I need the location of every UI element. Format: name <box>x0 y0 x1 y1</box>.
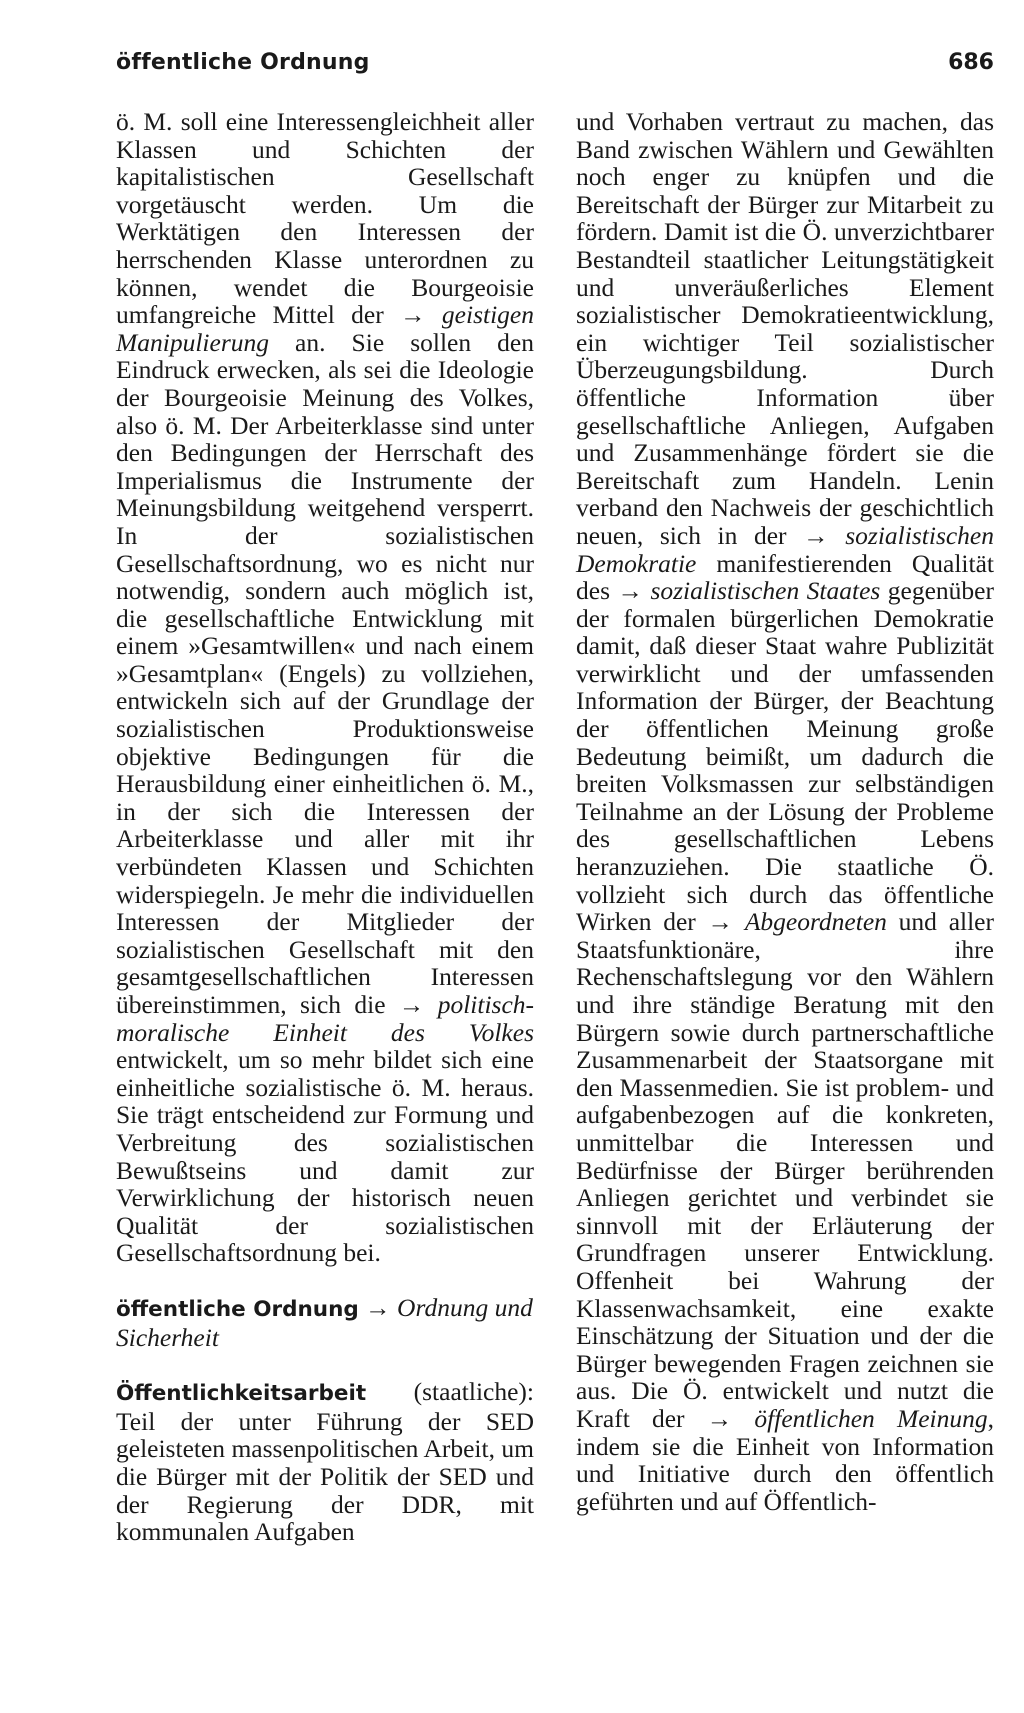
entry-oeffentlichkeitsarbeit: Öffentlichkeitsarbeit (staatliche): Teil der unter Führung der SED geleisteten massenpolitischen Arbeit, um die Bürger mit der Politik der SED und der Regierung der DDR, mit kommunalen Aufgaben <box>116 1377 534 1547</box>
cross-reference[interactable]: Abgeordneten <box>744 907 887 937</box>
cross-reference[interactable]: politisch-moralische Einheit des Volkes <box>116 990 535 1047</box>
entry-oeffentliche-ordnung <box>116 1294 534 1351</box>
entry-continuation-paragraph: ö. M. soll eine Interessengleichheit aller Klassen und Schichten der kapitalistischen Gesellschaft vorgetäuscht werden. Um die Werktätigen den Interessen der herrschenden Klasse unterordnen zu können, wendet die Bourgeoisie umfangreiche Mittel der → geistigen Manipulierung an. Sie sollen den Eindruck erwecken, als sei die Ideologie der Bourgeoisie Meinung des Volkes, also ö. M. Der Arbeiterklasse sind unter den Bedingungen der Herrschaft des Imperialismus die Instrumente der Meinungsbildung weitgehend versperrt. In der sozialistischen Gesellschaftsordnung, wo es nicht nur notwendig, sondern auch möglich ist, die gesellschaftliche Entwicklung mit einem »Gesamtwillen« und nach einem »Gesamtplan« (Engels) zu vollziehen, entwickeln sich auf der Grundlage der sozialistischen Produktionsweise objektive Bedingungen für die Herausbildung einer einheitlichen ö. M., in der sich die Interessen der Arbeiterklasse und aller mit ihr verbündeten Klassen und Schichten widerspiegeln. Je mehr die individuellen Interessen der Mitglieder der sozialistischen Gesellschaft mit den gesamtgesellschaftlichen Interessen übereinstimmen, sich die → politisch-moralische Einheit des Volkes entwickelt, um so mehr bildet sich eine einheitliche sozialistische ö. M. heraus. Sie trägt entscheidend zur Formung und Verbreitung des sozialistischen Bewußtseins und damit zur Verwirklichung der historisch neuen Qualität der sozialistischen Gesellschaftsordnung bei. <box>116 107 535 1268</box>
cross-reference-arrow: → <box>803 520 829 550</box>
entry-term: Öffentlichkeitsarbeit <box>116 1381 367 1407</box>
page-number: 686 <box>948 50 994 75</box>
cross-reference-arrow: → <box>617 576 643 606</box>
page-header <box>116 50 994 84</box>
cross-reference[interactable]: sozialistischen Demokratie <box>576 520 995 578</box>
running-head: öffentliche Ordnung <box>116 50 370 75</box>
entry-term: öffentliche Ordnung <box>116 1296 359 1322</box>
cross-reference-arrow: → <box>707 907 734 937</box>
entry-continuation-paragraph: und Vorhaben vertraut zu machen, das Band zwischen Wählern und Gewählten noch enger zu knüpfen und die Bereitschaft der Bürger zur Mitarbeit zu fördern. Damit ist die Ö. unverzichtbarer Bestandteil staatlicher Leitungstätigkeit und unveräußerliches Element sozialistischer Demokratieentwicklung, ein wichtiger Teil sozialistischer Überzeugungsbildung. Durch öffentliche Information über gesellschaftliche Anliegen, Aufgaben und Zusammenhänge fördert sie die Bereitschaft zum Handeln. Lenin verband den Nachweis der geschichtlich neuen, sich in der → sozialistischen Demokratie manifestierenden Qualität des → sozialistischen Staates gegenüber der formalen bürgerlichen Demokratie damit, daß dieser Staat wahre Publizität verwirklicht und der umfassenden Information der Bürger, der Beachtung der öffentlichen Meinung große Bedeutung beimißt, um dadurch die breiten Volksmassen zur selbständigen Teilnahme an der Lösung der Probleme des gesellschaftlichen Lebens heranzuziehen. Die staatliche Ö. vollzieht sich durch das öffentliche Wirken der → Abgeordneten und aller Staatsfunktionäre, ihre Rechenschaftslegung vor den Wählern und ihre ständige Beratung mit den Bürgern sowie durch partnerschaftliche Zusammenarbeit der Staatsorgane mit den Massenmedien. Sie ist problem- und aufgabenbezogen auf die konkreten, unmittelbar die Interessen und Bedürfnisse der Bürger berührenden Anliegen gerichtet und verbindet sie sinnvoll mit der Erläuterung der Grundfragen unserer Entwicklung. Offenheit bei Wahrung der Klassenwachsamkeit, eine exakte Einschätzung der Situation und der die Bürger bewegenden Fragen zeichnen sie aus. Die Ö. entwickelt und nutzt die Kraft der → öffentlichen Meinung, indem sie die Einheit von Information und Initiative durch den öffentlich geführten und auf Öffentlich- <box>576 107 995 1516</box>
cross-reference-arrow: → <box>398 990 425 1019</box>
cross-reference[interactable]: sozialistischen Staates <box>650 576 881 606</box>
cross-reference[interactable]: öffentlichen Meinung <box>754 1403 988 1433</box>
right-column <box>576 108 994 1515</box>
cross-reference[interactable]: Ordnung und Sicherheit <box>116 1292 533 1352</box>
left-column <box>116 108 534 1546</box>
cross-reference-arrow: → <box>400 300 426 330</box>
cross-reference-arrow: → <box>706 1403 733 1433</box>
cross-reference[interactable]: geistigen Manipulierung <box>116 300 534 357</box>
cross-reference-arrow: → <box>365 1292 391 1322</box>
